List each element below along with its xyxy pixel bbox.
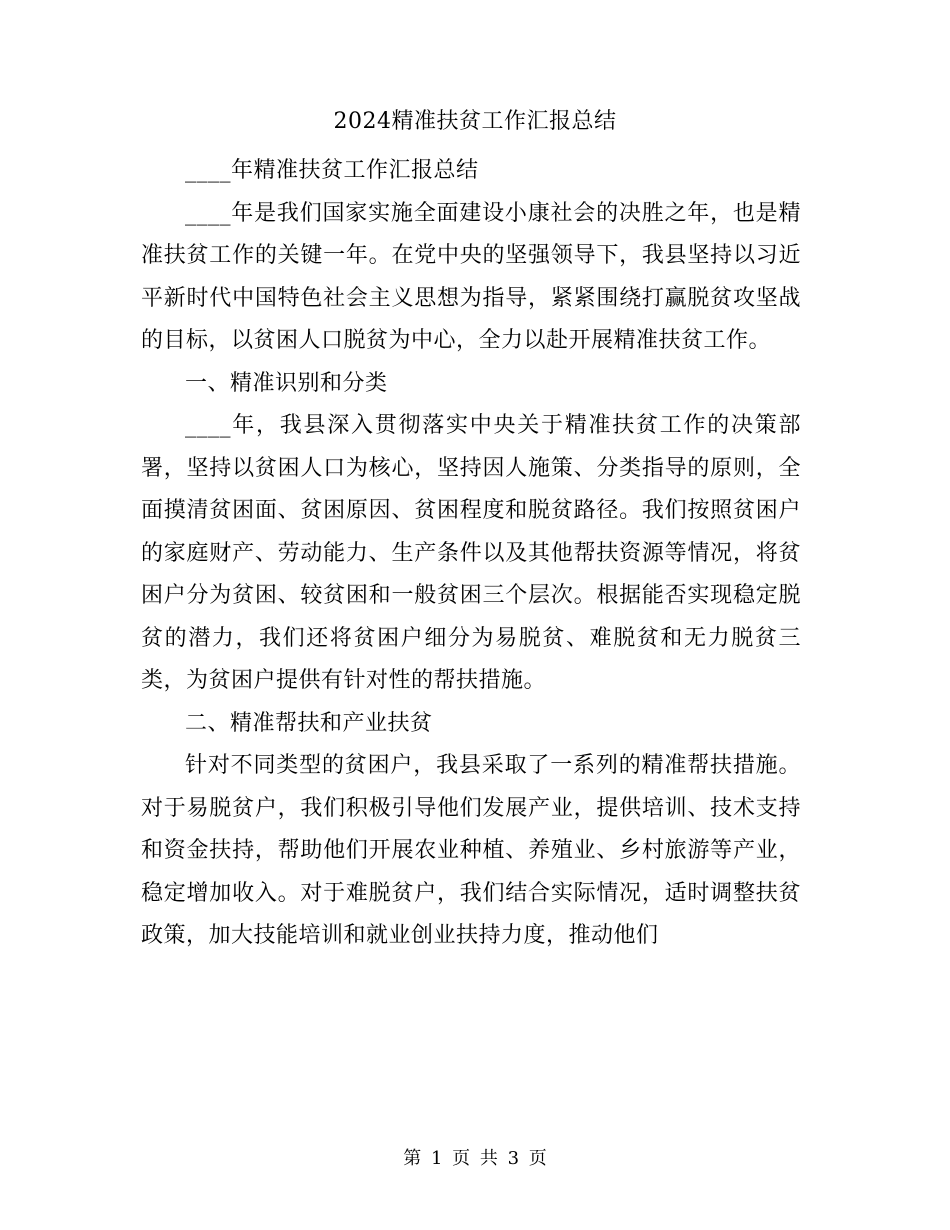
- page-footer: 第 1 页 共 3 页: [403, 1148, 547, 1169]
- paragraph-intro: ____年是我们国家实施全面建设小康社会的决胜之年，也是精准扶贫工作的关键一年。在党中央的坚强领导下，我县坚持以习近平新时代中国特色社会主义思想为指导，紧紧围绕打赢脱贫攻坚战的目标，以贫困人口脱贫为中心，全力以赴开展精准扶贫工作。: [141, 200, 801, 353]
- paragraph-section-1: ____年，我县深入贯彻落实中央关于精准扶贫工作的决策部署，坚持以贫困人口为核心，坚持因人施策、分类指导的原则，全面摸清贫困面、贫困原因、贫困程度和脱贫路径。我们按照贫困户的家庭财产、劳动能力、生产条件以及其他帮扶资源等情况，将贫困户分为贫困、较贫困和一般贫困三个层次。根据能否实现稳定脱贫的潜力，我们还将贫困户细分为易脱贫、难脱贫和无力脱贫三类，为贫困户提供有针对性的帮扶措施。: [141, 413, 801, 693]
- section-heading-2: 二、精准帮扶和产业扶贫: [185, 710, 433, 736]
- document-title: 2024精准扶贫工作汇报总结: [333, 109, 617, 134]
- document-body: [141, 150, 801, 958]
- paragraph-section-2: 针对不同类型的贫困户，我县采取了一系列的精准帮扶措施。对于易脱贫户，我们积极引导他们发展产业，提供培训、技术支持和资金扶持，帮助他们开展农业种植、养殖业、乡村旅游等产业，稳定增加收入。对于难脱贫户，我们结合实际情况，适时调整扶贫政策，加大技能培训和就业创业扶持力度，推动他们: [141, 753, 801, 948]
- paragraph-subtitle: ____年精准扶贫工作汇报总结: [185, 158, 479, 183]
- section-heading-1: 一、精准识别和分类: [185, 370, 388, 396]
